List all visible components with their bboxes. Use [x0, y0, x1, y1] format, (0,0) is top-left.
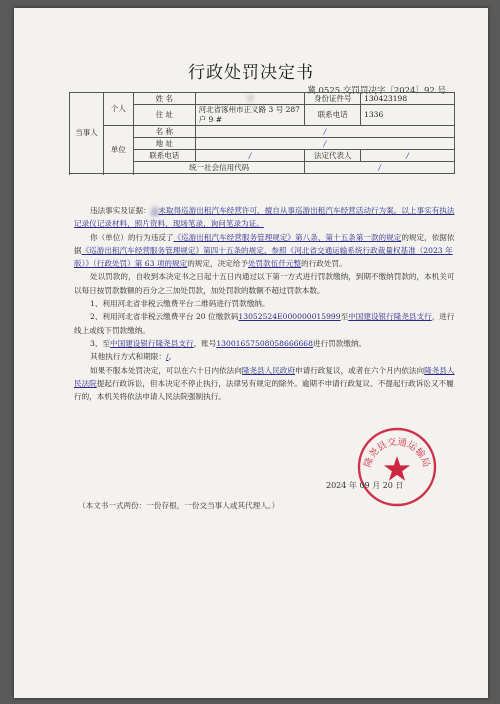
party-label: 当事人 [70, 93, 104, 174]
unit-address-value: / [195, 138, 454, 150]
id-value: 130423198 [361, 93, 455, 105]
document-number: 冀 0525 交罚罚决字〔2024〕92 号 [307, 86, 446, 96]
issue-date: 2024 年 09 月 20 日 [326, 481, 404, 490]
legal-rep-label: 法定代表人 [305, 150, 361, 162]
name-label: 姓 名 [133, 93, 195, 105]
violation-facts: 违法事实及证据：刘未取得巡游出租汽车经营许可，擅自从事巡游出租汽车经营活动行为案。以上事实有执法记录仪记录材料，照片资料，现场笔录，询问笔录为证。 [74, 206, 455, 229]
payment-method-1: 1、利用河北省非税云缴费平台二维码进行罚款缴纳。 [90, 299, 270, 309]
credit-code-value: / [305, 162, 455, 174]
unit-phone-value: / [195, 150, 305, 162]
payment-method-2: 2、利用河北省非税云缴费平台 20 位缴款码13052524E000000015999至中国建设银行隆尧县支行，进行线上或线下罚款缴纳。 [74, 312, 455, 335]
personal-label: 个人 [103, 93, 133, 126]
unit-name-label: 名 称 [133, 126, 195, 138]
legal-basis: 你（单位）的行为违反了《巡游出租汽车经营服务管理规定》第八条、第十五条第一款的规定的规定，依据依据《巡游出租汽车经营服务管理规定》第四十五条的规定、参照《河北省交通运输系统行政裁量权基准（2023 年版）》（行政处罚）第 63 项的规定的规定，决定给予处罚款伍仟元整的行政处罚。 [74, 232, 455, 269]
footer-note: （本文书一式两份：一份存根，一份交当事人或其代理人。） [78, 501, 280, 510]
document-title: 行政处罚决定书 [188, 63, 314, 83]
phone-label: 联系电话 [305, 105, 361, 126]
legal-rep-value: / [361, 150, 455, 162]
appeal-rights: 如果不服本处罚决定，可以在六十日内依法向隆尧县人民政府申请行政复议，或者在六个月内依法向隆尧县人民法院提起行政诉讼，但本决定不停止执行，法律另有规定的除外。逾期不申请行政复议、不提起行政诉讼又不履行的，本机关将依法申请人民法院强制执行。 [74, 365, 455, 402]
unit-phone-label: 联系电话 [133, 150, 195, 162]
svg-text:隆尧县交通运输局: 隆尧县交通运输局 [362, 436, 432, 469]
unit-label: 单位 [103, 126, 133, 174]
document-page [14, 8, 488, 698]
document-body [74, 204, 460, 403]
unit-name-value: / [195, 126, 454, 138]
official-seal-icon [356, 426, 438, 508]
unit-address-label: 地 址 [133, 138, 195, 150]
party-table [69, 92, 455, 174]
name-value: 刘 [195, 93, 305, 105]
other-execution: 其他执行方式和期限：/。 [90, 352, 177, 362]
payment-method-3: 3、至中国建设银行隆尧县支行，账号13001657508058666668进行罚款缴纳。 [90, 338, 367, 348]
id-label: 身份证件号 [305, 93, 361, 105]
credit-code-label: 统一社会信用代码 [133, 162, 304, 174]
phone-value: 1336 [361, 105, 455, 126]
address-value: 河北省涿州市正义路 3 号 287 户 9 # [195, 105, 305, 126]
payment-instructions: 处以罚款的，自收到本决定书之日起十五日内通过以下第一方式进行罚款缴纳，到期不缴纳罚款的，本机关可以每日按罚款数额的百分之三加处罚款，加处罚款的数额不超过罚款本数。 [74, 272, 455, 295]
address-label: 住 址 [133, 105, 195, 126]
